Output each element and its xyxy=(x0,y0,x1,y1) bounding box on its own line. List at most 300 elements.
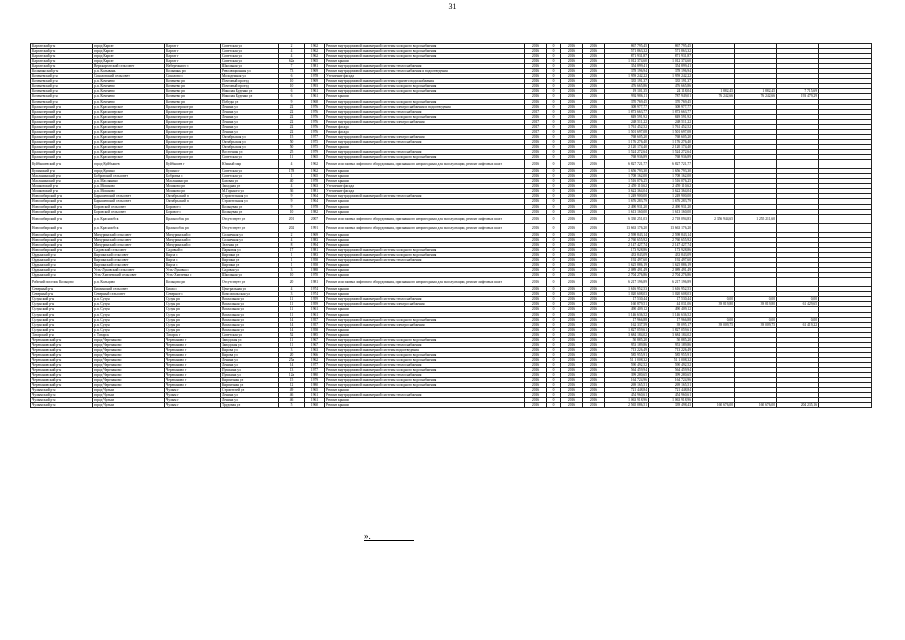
table-cell: Черепаново г xyxy=(165,337,221,342)
table-cell: 2016 xyxy=(583,199,605,204)
table-cell: Боровое с xyxy=(165,204,221,209)
table-cell: 193 479,29 xyxy=(777,94,819,99)
table-cell: р.п. Краснообск xyxy=(93,214,165,223)
table-cell: 1 959 242,22 xyxy=(649,74,693,79)
table-cell: Новосибирский р-н xyxy=(31,209,93,214)
table-cell: 2 704 276,86 xyxy=(605,273,649,278)
table-cell: 2016 xyxy=(561,332,583,337)
table-cell: Пушкина ул xyxy=(221,373,279,378)
table-cell: Отсутствует ул xyxy=(221,278,279,287)
table-cell: Барышевский сельсовет xyxy=(93,199,165,204)
table-cell: 1966 xyxy=(305,352,325,357)
table-cell: Сузунский р-н xyxy=(31,297,93,302)
table-cell: 2016 xyxy=(525,307,547,312)
table-cell: г. Татарск xyxy=(93,332,165,337)
table-cell: 2016 xyxy=(525,258,547,263)
table-cell: Чулым г xyxy=(165,398,221,403)
table-cell: 61 419,22 xyxy=(777,322,819,327)
table-cell: 2016 xyxy=(561,347,583,352)
table-cell: 20 xyxy=(279,352,305,357)
table-cell: 713 226,49 xyxy=(649,347,693,352)
table-cell: 1977 xyxy=(305,368,325,373)
table-cell: 1959 xyxy=(305,302,325,307)
table-cell: 1 616 952,53 xyxy=(605,287,649,292)
table-cell: 2 356 944,65 xyxy=(693,214,735,223)
table-cell: Новосибирский р-н xyxy=(31,199,93,204)
table-cell: 1 676 283,79 xyxy=(605,199,649,204)
table-cell: 564 459,94 xyxy=(649,368,693,373)
table-cell: 2016 xyxy=(525,74,547,79)
table-cell: 7 xyxy=(279,64,305,69)
table-cell: 0,00 xyxy=(777,297,819,302)
table-cell: Краснозерский р-н xyxy=(31,155,93,160)
table-cell: 0 xyxy=(547,327,561,332)
table-cell: 11 xyxy=(279,297,305,302)
table-cell: 2016 xyxy=(561,252,583,257)
table-cell: 2016 xyxy=(525,139,547,144)
table-cell: 50 885,20 xyxy=(649,337,693,342)
table-cell: 1 xyxy=(279,252,305,257)
table-cell: Краснозерское рп xyxy=(165,109,221,114)
table-cell: 2016 xyxy=(525,337,547,342)
table-cell: 2 089 491,49 xyxy=(649,268,693,273)
table-cell: 2016 xyxy=(525,114,547,119)
table-cell: 2016 xyxy=(583,232,605,237)
table-cell: 0 xyxy=(547,104,561,109)
table-cell: 0 xyxy=(547,273,561,278)
table-cell: 11 xyxy=(279,302,305,307)
table-cell: 0 xyxy=(547,322,561,327)
table-cell: 1 761 452,52 xyxy=(605,124,649,129)
table-cell: 354 899,41 xyxy=(649,64,693,69)
table-cell: 2 490 931,20 xyxy=(649,204,693,209)
table-cell: 1 xyxy=(279,258,305,263)
table-cell: 0 xyxy=(547,307,561,312)
table-cell: Ремонт крыши xyxy=(325,209,525,214)
table-cell: 0 xyxy=(547,119,561,124)
table-cell: 2016 xyxy=(583,388,605,393)
table-cell: Почтовый проезд xyxy=(221,79,279,84)
table-cell: 0 xyxy=(547,247,561,252)
table-cell: 0 xyxy=(547,287,561,292)
table-cell: 2016 xyxy=(561,388,583,393)
table-cell: 2 490 931,20 xyxy=(605,204,649,209)
table-cell: 2016 xyxy=(583,94,605,99)
table-cell: Ленина ул xyxy=(221,104,279,109)
table-cell: 1 873 663,77 xyxy=(649,109,693,114)
table-cell: 0 xyxy=(547,223,561,232)
table-cell: 3 684 184,02 xyxy=(605,332,649,337)
table-cell: 2016 xyxy=(583,237,605,242)
table-cell: Ремонт внутридомовой инженерной системы теплоснабжения xyxy=(325,342,525,347)
table-cell: 2016 xyxy=(583,124,605,129)
table-cell: 2016 xyxy=(583,263,605,268)
table-cell: Садовый п xyxy=(165,247,221,252)
table-cell: 2 565 086,51 xyxy=(605,403,649,408)
table-cell: р.п. Сузун xyxy=(93,322,165,327)
table-cell: 2016 xyxy=(525,69,547,74)
table-cell: 2016 xyxy=(561,94,583,99)
table-cell: 0 xyxy=(547,297,561,302)
table-cell: город Куйбышев xyxy=(93,160,165,169)
table-cell: 1 255 211,60 xyxy=(735,214,777,223)
table-cell: М.Горького ул xyxy=(221,189,279,194)
table-cell: 2016 xyxy=(561,49,583,54)
table-cell: 12 xyxy=(279,383,305,388)
table-cell: 164 724,96 xyxy=(605,378,649,383)
table-cell: Кирзинский сельсовет xyxy=(93,258,165,263)
table-cell: 17 xyxy=(279,247,305,252)
table-cell: 1 613 160,00 xyxy=(605,209,649,214)
table-cell: 335 191,37 xyxy=(605,79,649,84)
table-cell: Ремонт крыши xyxy=(325,398,525,403)
table-cell: Коченевский р-н xyxy=(31,94,93,99)
table-cell: р.п. Краснозерское xyxy=(93,124,165,129)
table-cell: Ремонт крыши xyxy=(325,174,525,179)
table-cell: Сузун рп xyxy=(165,317,221,322)
table-cell: 39 095,17 xyxy=(649,322,693,327)
table-cell: 2016 xyxy=(525,64,547,69)
table-cell: 399 280,65 xyxy=(649,373,693,378)
table-cell: 2016 xyxy=(583,44,605,49)
table-cell: Ремонт крыши xyxy=(325,169,525,174)
table-cell: 0,00 xyxy=(693,317,735,322)
table-cell: 2 120 174,40 xyxy=(649,144,693,149)
table-cell: 1974 xyxy=(305,292,325,297)
table-cell: 2016 xyxy=(583,59,605,64)
table-cell: 2016 xyxy=(561,109,583,114)
table-cell: 2016 xyxy=(561,189,583,194)
table-cell: Северный сельсовет xyxy=(93,292,165,297)
table-cell: 2016 xyxy=(583,223,605,232)
table-cell: 2016 xyxy=(525,49,547,54)
table-cell: город Черепаново xyxy=(93,357,165,362)
table-cell: Ремонт крыши xyxy=(325,199,525,204)
table-cell: Краснозерский р-н xyxy=(31,104,93,109)
table-cell: Новосибирский р-н xyxy=(31,204,93,209)
table-cell: 2016 xyxy=(525,403,547,408)
table-cell: 1980 xyxy=(305,373,325,378)
table-cell: 3 622 364,04 xyxy=(649,189,693,194)
table-cell: 9 xyxy=(279,99,305,104)
table-cell: 0 xyxy=(547,317,561,322)
table-cell: 2016 xyxy=(525,278,547,287)
table-cell: 0 xyxy=(547,134,561,139)
table-cell: 2016 xyxy=(525,155,547,160)
table-cell: Пушкина ул xyxy=(221,368,279,373)
table-cell: 10 xyxy=(279,273,305,278)
table-cell: 0 xyxy=(547,155,561,160)
table-cell: 1976 xyxy=(305,119,325,124)
table-cell: 787 949,01 xyxy=(649,94,693,99)
table-cell: 1975 xyxy=(305,139,325,144)
table-cell: 0 xyxy=(547,94,561,99)
table-cell: Мошково рп xyxy=(165,184,221,189)
table-cell: 2016 xyxy=(583,247,605,252)
table-cell: Татарский р-н xyxy=(31,332,93,337)
table-cell: 1967 xyxy=(305,337,325,342)
table-cell: 14 xyxy=(279,322,305,327)
table-cell: Рабочий поселок Кольцово xyxy=(31,278,93,287)
table-cell: 1962 xyxy=(305,54,325,59)
table-cell: 1976 xyxy=(305,109,325,114)
table-cell: 1963 xyxy=(305,347,325,352)
table-cell: Ремонт внутридомовой инженерной системы холодного водоснабжения xyxy=(325,252,525,257)
table-cell: 1 501 697,08 xyxy=(605,129,649,134)
table-cell: Колывань рп xyxy=(165,69,221,74)
table-cell: 0 xyxy=(547,357,561,362)
table-cell: 0 xyxy=(547,278,561,287)
table-cell: 1974 xyxy=(305,287,325,292)
table-cell: 1967 xyxy=(305,342,325,347)
table-cell: 25 xyxy=(279,149,305,154)
table-cell: 2016 xyxy=(583,287,605,292)
table-cell: Школьная ул xyxy=(221,64,279,69)
table-cell: Мошковский р-н xyxy=(31,184,93,189)
table-cell: 585 955,91 xyxy=(605,352,649,357)
table-row xyxy=(31,223,872,232)
table-cell: 76 242,66 xyxy=(693,94,735,99)
table-cell xyxy=(735,278,777,287)
table-cell: 1 708 162,00 xyxy=(605,174,649,179)
table-cell: 0 xyxy=(547,114,561,119)
table-cell: 73 xyxy=(279,69,305,74)
table-cell: Почтовый проезд xyxy=(221,84,279,89)
table-cell: 2016 xyxy=(583,119,605,124)
table-cell: 721 448,84 xyxy=(605,388,649,393)
table-cell: Октябрьский п xyxy=(165,199,221,204)
table-cell: 4 xyxy=(279,49,305,54)
table-cell: 590 492,52 xyxy=(605,363,649,368)
table-cell: 0 xyxy=(547,44,561,49)
table-cell: 0 xyxy=(547,69,561,74)
table-cell: Соколово с xyxy=(165,74,221,79)
table-cell: 1958 xyxy=(305,327,325,332)
table-cell: 2016 xyxy=(561,317,583,322)
table-cell: 2016 xyxy=(525,232,547,237)
table-cell: 2016 xyxy=(525,327,547,332)
table-cell: Ремонт внутридомовой инженерной системы холодного водоснабжения xyxy=(325,317,525,322)
table-cell: 2016 xyxy=(561,302,583,307)
table-cell: Ремонт или замена лифтового оборудования, признанного непригодным для эксплуатации, ремонт лифтовых шахт xyxy=(325,214,525,223)
table-cell: 768 936,89 xyxy=(605,155,649,160)
table-cell: 2016 xyxy=(561,368,583,373)
table-cell: 871 931,87 xyxy=(649,54,693,59)
table-cell: 2016 xyxy=(583,342,605,347)
table-cell: Сузунский р-н xyxy=(31,317,93,322)
table-cell: Сузун рп xyxy=(165,302,221,307)
table-cell: 0 xyxy=(547,179,561,184)
table-cell: Вокзальная ул xyxy=(221,307,279,312)
table-cell: 173 928,86 xyxy=(605,247,649,252)
table-cell: 204 235,16 xyxy=(777,403,819,408)
table-cell: 1 xyxy=(279,263,305,268)
table-cell: Усть-Хмелевский сельсовет xyxy=(93,273,165,278)
table-cell: 49 xyxy=(279,388,305,393)
table-cell: 2016 xyxy=(525,247,547,252)
table-cell: Коченевский р-н xyxy=(31,99,93,104)
table-cell: 0 xyxy=(547,268,561,273)
table-cell: 713 226,49 xyxy=(605,347,649,352)
table-cell: Новосибирский р-н xyxy=(31,214,93,223)
table-cell: 51 1 008,32 xyxy=(649,357,693,362)
table-cell: 0 xyxy=(547,378,561,383)
table-cell: Чулымский р-н xyxy=(31,403,93,408)
table-cell: Краснозерское рп xyxy=(165,114,221,119)
table-cell: Ремонт крыши xyxy=(325,204,525,209)
table-cell: Октябрьский п xyxy=(165,194,221,199)
table-cell: Черепаново г xyxy=(165,383,221,388)
table-cell: Вокзальная ул xyxy=(221,312,279,317)
table-cell: р.п. Краснозерское xyxy=(93,149,165,154)
table-cell: Сузун рп xyxy=(165,307,221,312)
table-cell: 22 xyxy=(279,109,305,114)
table-cell: Ремонт крыши xyxy=(325,242,525,247)
table-cell: 768 605,20 xyxy=(649,134,693,139)
table-cell: р.п. Краснозерское xyxy=(93,129,165,134)
table-cell: город Черепаново xyxy=(93,368,165,373)
page-number: 31 xyxy=(448,2,457,11)
table-cell: 2016 xyxy=(583,312,605,317)
table-cell: Ремонт внутридомовой инженерной системы холодного водоснабжения xyxy=(325,368,525,373)
table-cell: 1969 xyxy=(305,79,325,84)
table-cell: 0 xyxy=(547,393,561,398)
table-cell: 1983 xyxy=(305,237,325,242)
table-cell: 2016 xyxy=(561,337,583,342)
table-cell: 9 xyxy=(279,204,305,209)
table-cell: 1 656 793,30 xyxy=(649,169,693,174)
table-cell: Ордынский р-н xyxy=(31,268,93,273)
table-cell: 0 xyxy=(547,109,561,114)
table-cell: 1 501 697,08 xyxy=(649,129,693,134)
table-cell: Советская ул xyxy=(221,44,279,49)
table-cell: 0 xyxy=(547,79,561,84)
table-cell: Советская ул xyxy=(221,54,279,59)
table-cell: Каргат г xyxy=(165,44,221,49)
table-cell: 11 xyxy=(279,307,305,312)
table-cell: Ремонт или замена лифтового оборудования, признанного непригодным для эксплуатации, ремонт лифтовых шахт xyxy=(325,223,525,232)
table-row xyxy=(31,403,872,408)
table-cell: Ремонт крыши xyxy=(325,273,525,278)
table-cell: Краснообск рп xyxy=(165,223,221,232)
table-cell: 2 718 094,83 xyxy=(649,214,693,223)
table-cell: 2016 xyxy=(583,139,605,144)
table-cell: 2016 xyxy=(561,79,583,84)
table-cell: Ремонт крыши xyxy=(325,237,525,242)
table-cell: Ордынский р-н xyxy=(31,258,93,263)
table-cell: 849 591,92 xyxy=(605,114,649,119)
table-cell: Краснообск рп xyxy=(165,214,221,223)
table-cell: Куйбышевский р-н xyxy=(31,160,93,169)
table-cell: Мошковский р-н xyxy=(31,189,93,194)
table-cell: 1978 xyxy=(305,179,325,184)
table-cell: Каргатский р-н xyxy=(31,54,93,59)
table-cell: 2 459 110,62 xyxy=(605,184,649,189)
table-cell: Заводская ул xyxy=(221,342,279,347)
table-cell: 1969 xyxy=(305,69,325,74)
table-cell: 2016 xyxy=(583,268,605,273)
table-cell: 2017 xyxy=(525,119,547,124)
table-cell: 0 xyxy=(547,49,561,54)
table-cell: 0 xyxy=(547,64,561,69)
table-cell: Новосибирский р-н xyxy=(31,194,93,199)
table-cell: Черепаново г xyxy=(165,368,221,373)
table-cell: Ремонт крыши xyxy=(325,327,525,332)
table-cell: 1963 xyxy=(305,184,325,189)
table-cell: 2016 xyxy=(525,322,547,327)
table-cell: Октябрьская ул xyxy=(221,134,279,139)
table-cell: Сузунский р-н xyxy=(31,302,93,307)
table-cell: 1965 xyxy=(305,174,325,179)
table-cell: Сузунский р-н xyxy=(31,307,93,312)
table-cell: 2016 xyxy=(583,327,605,332)
table-cell: 2016 xyxy=(561,327,583,332)
table-cell: Ремонт внутридомовой инженерной системы холодного водоснабжения xyxy=(325,54,525,59)
table-cell: 4 xyxy=(279,54,305,59)
table-cell: 0,00 xyxy=(693,297,735,302)
table-cell: Маслянинский р-н xyxy=(31,174,93,179)
table-cell: 2016 xyxy=(583,155,605,160)
table-cell: 1 020 608,03 xyxy=(649,292,693,297)
table-cell: Ленина ул xyxy=(221,129,279,134)
table-cell: Ремонт фасада xyxy=(325,129,525,134)
table-cell: 2016 xyxy=(583,114,605,119)
table-cell: 1961 xyxy=(305,94,325,99)
table-cell: 2016 xyxy=(583,174,605,179)
table-cell: 953 189,86 xyxy=(605,342,649,347)
table-cell: 5 xyxy=(279,403,305,408)
table-cell: Советская ул xyxy=(221,174,279,179)
table-cell: Трудовая ул xyxy=(221,403,279,408)
table-cell: 6 827 721,77 xyxy=(605,160,649,169)
table-cell: р.п. Мошково xyxy=(93,184,165,189)
table-cell: 2016 xyxy=(561,155,583,160)
table-cell: 2016 xyxy=(561,237,583,242)
table-cell: 2016 xyxy=(583,129,605,134)
table-cell: 378 196,94 xyxy=(605,69,649,74)
table-cell: Южный мкр xyxy=(221,160,279,169)
table-cell: 2016 xyxy=(583,317,605,322)
table-cell: 1977 xyxy=(305,363,325,368)
table-cell: 10 xyxy=(279,79,305,84)
table-cell: 7 715,69 xyxy=(777,89,819,94)
table-cell: 2016 xyxy=(525,214,547,223)
table-cell: р.п. Коченево xyxy=(93,84,165,89)
table-cell: 1 516 076,25 xyxy=(605,179,649,184)
table-cell: 1961 xyxy=(305,393,325,398)
table-cell: р.п. Колывань xyxy=(93,69,165,74)
table-cell: Бобровка с xyxy=(165,174,221,179)
table-cell: 2 598 843,14 xyxy=(649,232,693,237)
table-cell: р.п. Краснозерское xyxy=(93,119,165,124)
table-cell: Кирзина ул xyxy=(221,252,279,257)
table-cell: 1 625 886,19 xyxy=(649,263,693,268)
table-cell: 0 xyxy=(547,242,561,247)
table-cell: 2016 xyxy=(561,204,583,209)
table-cell: 1962 xyxy=(305,160,325,169)
table-cell: Верхкаргатский сельсовет xyxy=(93,64,165,69)
table-cell: Краснозерское рп xyxy=(165,149,221,154)
table-cell: Чулымский р-н xyxy=(31,393,93,398)
table-cell: Черепаново г xyxy=(165,363,221,368)
table-cell: 2007 xyxy=(305,214,325,223)
table-cell: 2016 xyxy=(583,337,605,342)
table-cell: 0 xyxy=(547,99,561,104)
table-cell: Сузун рп xyxy=(165,327,221,332)
table-cell: 160 676,00 xyxy=(735,403,777,408)
table-cell: Ленина ул xyxy=(221,109,279,114)
table-cell: 3 622 364,04 xyxy=(605,189,649,194)
